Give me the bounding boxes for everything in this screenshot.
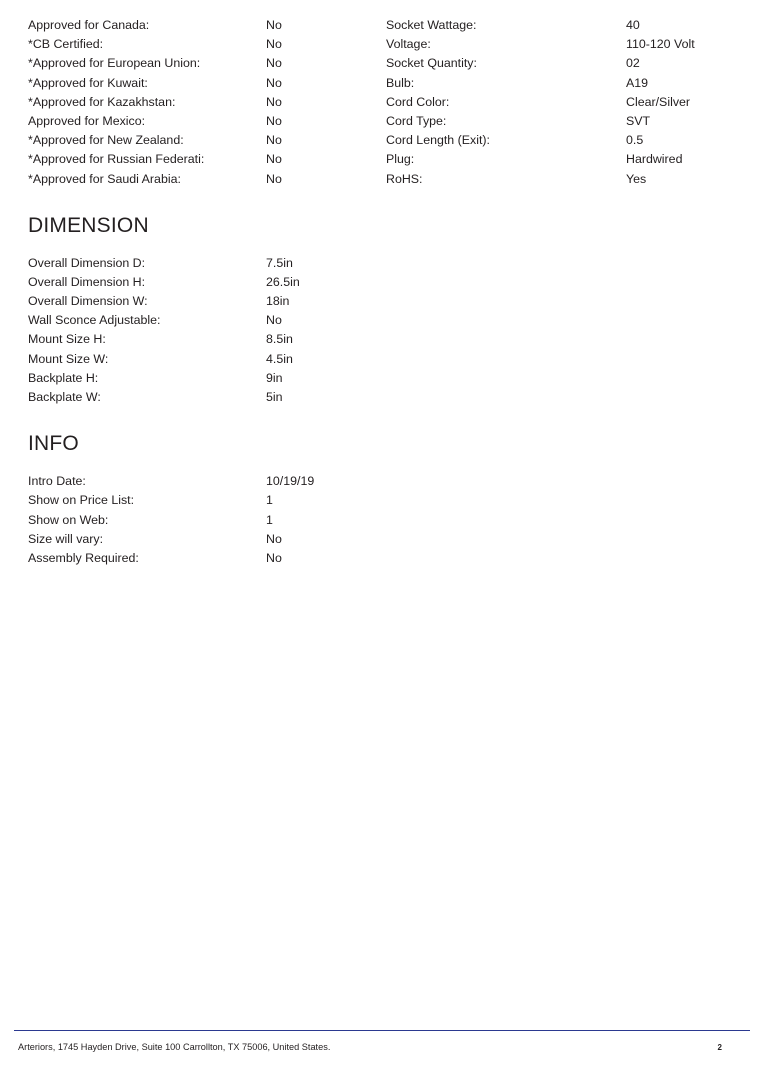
spec-value: Yes xyxy=(626,171,647,186)
spacer xyxy=(28,407,736,431)
spec-label: *Approved for Russian Federati: xyxy=(28,152,205,167)
table-row xyxy=(386,131,736,150)
spec-value: No xyxy=(266,37,282,52)
table-row xyxy=(28,472,736,491)
spec-value: 10/19/19 xyxy=(266,474,315,489)
dimension-table xyxy=(28,254,736,408)
table-row xyxy=(28,35,382,54)
page-content xyxy=(28,16,736,568)
spacer xyxy=(28,457,736,472)
specs-left-column xyxy=(28,16,382,189)
spec-value: No xyxy=(266,133,282,148)
spec-label: *Approved for Kazakhstan: xyxy=(28,94,176,109)
spec-value: 4.5in xyxy=(266,351,293,366)
spec-label: Socket Wattage: xyxy=(386,18,477,32)
table-row xyxy=(28,16,382,35)
spec-label: Voltage: xyxy=(386,37,431,52)
spec-value: 40 xyxy=(626,18,640,32)
spec-value: No xyxy=(266,75,282,90)
spec-value: 110-120 Volt xyxy=(626,37,695,52)
spec-label: Mount Size H: xyxy=(28,332,106,347)
table-row xyxy=(28,369,736,388)
spec-value: A19 xyxy=(626,75,649,90)
spec-label: Cord Type: xyxy=(386,113,447,128)
table-row xyxy=(28,74,382,93)
spacer xyxy=(28,239,736,254)
spec-label: Backplate H: xyxy=(28,370,99,385)
table-row xyxy=(28,330,736,349)
spec-label: *Approved for European Union: xyxy=(28,56,201,71)
spec-label: *Approved for New Zealand: xyxy=(28,133,184,148)
spec-value: SVT xyxy=(626,113,651,128)
spec-value: Clear/Silver xyxy=(626,94,691,109)
spec-value: 1 xyxy=(266,493,273,508)
spec-value: No xyxy=(266,56,282,71)
footer-divider xyxy=(14,1030,750,1031)
table-row xyxy=(28,254,736,273)
table-row xyxy=(28,273,736,292)
spec-value: 1 xyxy=(266,512,273,527)
table-row xyxy=(386,35,736,54)
spec-label: Size will vary: xyxy=(28,531,104,546)
spec-label: Plug: xyxy=(386,152,415,167)
spec-label: Cord Color: xyxy=(386,94,450,109)
spec-value: No xyxy=(266,94,282,109)
table-row xyxy=(386,170,736,189)
section-title-dimension: DIMENSION xyxy=(28,213,149,237)
spec-label: Mount Size W: xyxy=(28,351,109,366)
spec-label: *Approved for Saudi Arabia: xyxy=(28,171,181,186)
table-row xyxy=(28,292,736,311)
spec-label: Show on Web: xyxy=(28,512,109,527)
table-row xyxy=(386,16,736,35)
table-row xyxy=(28,54,382,73)
table-row xyxy=(28,131,382,150)
spec-value: 0.5 xyxy=(626,133,644,148)
table-row xyxy=(28,511,736,530)
spec-label: RoHS: xyxy=(386,171,423,186)
table-row xyxy=(386,112,736,131)
page-footer xyxy=(18,1042,746,1052)
spec-value: No xyxy=(266,531,282,546)
table-row xyxy=(28,549,736,568)
spec-value: 02 xyxy=(626,56,640,71)
table-row xyxy=(28,112,382,131)
section-title-info: INFO xyxy=(28,432,79,456)
footer-page-number: 2 xyxy=(717,1043,722,1052)
spec-value: 9in xyxy=(266,370,283,385)
spec-label: Overall Dimension H: xyxy=(28,274,146,289)
table-row xyxy=(386,54,736,73)
spec-value: No xyxy=(266,313,282,328)
info-table xyxy=(28,472,736,568)
spec-value: 8.5in xyxy=(266,332,293,347)
spec-label: Wall Sconce Adjustable: xyxy=(28,313,161,328)
spec-value: No xyxy=(266,113,282,128)
table-row xyxy=(386,150,736,169)
spec-label: Overall Dimension W: xyxy=(28,294,148,309)
spec-label: Cord Length (Exit): xyxy=(386,133,490,148)
spec-label: Backplate W: xyxy=(28,390,101,404)
table-row xyxy=(28,150,382,169)
spec-label: Socket Quantity: xyxy=(386,56,477,71)
spec-value: No xyxy=(266,152,282,167)
spec-value: 18in xyxy=(266,294,290,309)
spec-label: Intro Date: xyxy=(28,474,86,489)
table-row xyxy=(28,311,736,330)
table-row xyxy=(28,491,736,510)
table-row xyxy=(28,530,736,549)
spec-label: *Approved for Kuwait: xyxy=(28,75,148,90)
specs-table xyxy=(28,16,736,189)
spec-label: *CB Certified: xyxy=(28,37,104,52)
spec-label: Approved for Mexico: xyxy=(28,113,146,128)
spec-label: Bulb: xyxy=(386,75,415,90)
table-row xyxy=(28,388,736,407)
specs-right-column xyxy=(382,16,736,189)
spacer xyxy=(28,189,736,213)
spec-value: 7.5in xyxy=(266,255,293,270)
table-row xyxy=(386,74,736,93)
spec-value: No xyxy=(266,171,282,186)
footer-address: Arteriors, 1745 Hayden Drive, Suite 100 Carrollton, TX 75006, United States. xyxy=(18,1042,331,1052)
table-row xyxy=(28,350,736,369)
spec-value: No xyxy=(266,550,282,565)
spec-value: 5in xyxy=(266,390,283,404)
table-row xyxy=(28,93,382,112)
table-row xyxy=(28,170,382,189)
spec-value: Hardwired xyxy=(626,152,683,167)
table-row xyxy=(386,93,736,112)
spec-label: Show on Price List: xyxy=(28,493,135,508)
spec-value: No xyxy=(266,18,282,32)
spec-value: 26.5in xyxy=(266,274,300,289)
spec-label: Overall Dimension D: xyxy=(28,255,146,270)
spec-label: Assembly Required: xyxy=(28,550,139,565)
spec-label: Approved for Canada: xyxy=(28,18,150,32)
